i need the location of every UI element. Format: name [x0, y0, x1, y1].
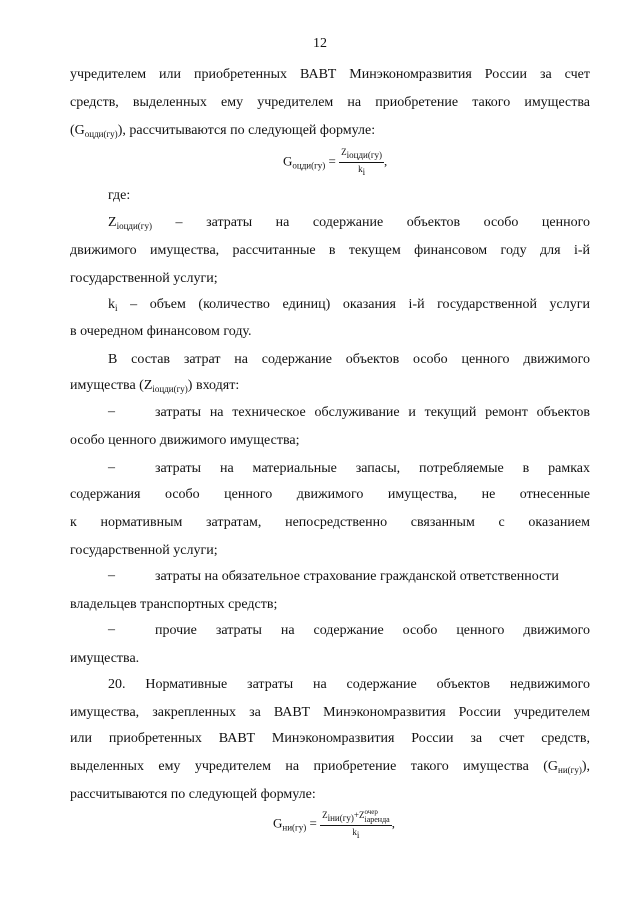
list-dash: –	[108, 568, 115, 583]
text-line: или приобретенных ВАВТ Минэкономразвития России за счет средств,	[70, 731, 590, 746]
text-line: имущества.	[70, 651, 140, 666]
text-line: содержания особо ценного движимого имущества, не отнесенные	[70, 487, 590, 502]
formula-g-ni: $G_{ни(гу)}$ = $Z_{iни(гу)}+Z$ очер iаренда $k_i$ ,	[273, 808, 395, 841]
text-line: к нормативным затратам, непосредственно связанным с оказанием	[70, 515, 590, 530]
text-line: средств, выделенных ему учредителем на приобретение такого имущества	[70, 95, 590, 110]
list-item: прочие затраты на содержание особо ценного движимого	[155, 623, 590, 638]
paragraph-20: 20. Нормативные затраты на содержание объектов недвижимого	[108, 677, 590, 692]
formula-fraction: $\frac{Z_{iоцди(гу)}}{k_i}$	[341, 147, 383, 177]
list-item: затраты на техническое обслуживание и текущий ремонт объектов	[155, 405, 590, 420]
text-line: рассчитываются по следующей формуле:	[70, 787, 316, 802]
text-line: государственной услуги;	[70, 271, 218, 286]
list-dash: –	[108, 404, 115, 419]
text-line: $(G_{оцди(гу)})$, рассчитываются по следующей формуле:	[70, 123, 376, 139]
text-line: владельцев транспортных средств;	[70, 597, 278, 612]
text-line: где:	[108, 188, 131, 203]
definition-k: $k_i$ – объем (количество единиц) оказания i-й государственной услуги	[108, 297, 590, 313]
text-line: имущества $(Z_{iоцди(гу)})$ входят:	[70, 378, 240, 394]
text-line: особо ценного движимого имущества;	[70, 433, 300, 448]
text-line: государственной услуги;	[70, 543, 218, 558]
text-line: учредителем или приобретенных ВАВТ Минэкономразвития России за счет	[70, 67, 590, 82]
definition-z: $Z_{iоцди(гу)}$ – затраты на содержание объектов особо ценного	[108, 215, 590, 231]
text-line: имущества, закрепленных за ВАВТ Минэкономразвития России учредителем	[70, 705, 590, 720]
list-item: затраты на обязательное страхование гражданской ответственности	[155, 569, 559, 584]
list-dash: –	[108, 622, 115, 637]
text-line: в очередном финансовом году.	[70, 324, 252, 339]
formula-g-ocdi: $G_{оцди(гу)}$ = $\frac{Z_{iоцди(гу)}}{k_i}$ ,	[283, 147, 388, 177]
text-line: В состав затрат на содержание объектов особо ценного движимого	[108, 352, 590, 367]
formula-fraction: $Z_{iни(гу)}+Z$ очер iаренда $k_i$	[322, 808, 390, 841]
list-item: затраты на материальные запасы, потребляемые в рамках	[155, 461, 590, 476]
list-dash: –	[108, 460, 115, 475]
text-line: выделенных ему учредителем на приобретение такого имущества $(G_{ни(гу)})$,	[70, 759, 590, 775]
page-number: 12	[313, 36, 327, 51]
text-line: движимого имущества, рассчитанные в текущем финансовом году для i-й	[70, 243, 590, 258]
